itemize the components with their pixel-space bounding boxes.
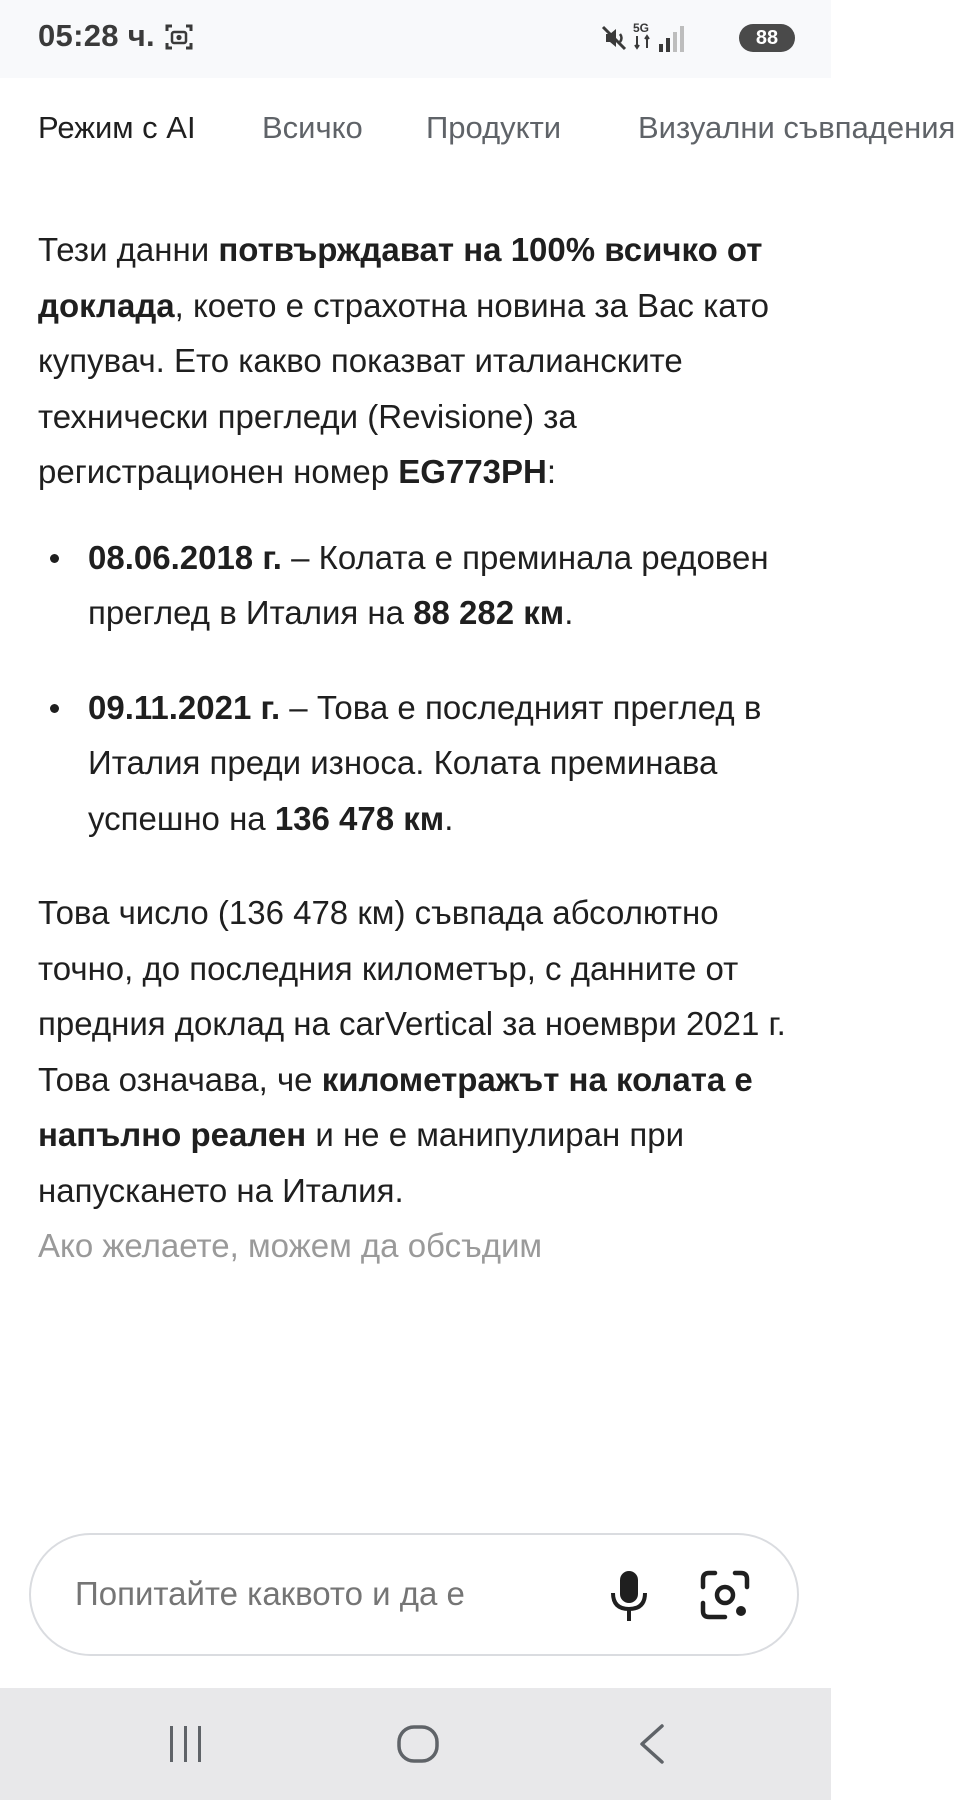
search-input[interactable] (75, 1575, 575, 1613)
home-icon[interactable] (396, 1722, 440, 1771)
system-nav-bar (0, 1688, 831, 1800)
inspection-list (38, 530, 798, 847)
list-item: 09.11.2021 г. – Това е последният преглед в Италия преди износа. Колата преминава успешно на 136 478 км. (38, 680, 798, 847)
battery-indicator: 88 (739, 24, 795, 52)
mic-icon[interactable] (606, 1567, 652, 1630)
search-area (0, 1515, 831, 1688)
google-lens-icon[interactable] (699, 1569, 751, 1626)
signal-icon (633, 20, 703, 61)
answer-paragraph-3: Ако желаете, можем да обсъдим (38, 1227, 543, 1264)
recents-icon[interactable] (168, 1724, 204, 1769)
tab-all[interactable]: Всичко (262, 110, 363, 145)
network-label: 5G (633, 21, 650, 35)
tab-products[interactable]: Продукти (426, 110, 562, 145)
search-tabs (0, 78, 955, 180)
back-icon[interactable] (632, 1722, 672, 1771)
ai-answer (38, 222, 798, 1274)
answer-paragraph-2: Това число (136 478 км) съвпада абсолютно точно, до последния километър, с данните от предния доклад на carVertical за ноември 2021 г. Това означава, че километражът на колата е напълно реален и не е манипулиран при напускането на Италия. (38, 894, 786, 1209)
status-time: 05:28 ч. (38, 18, 155, 53)
screenshot-icon (164, 22, 194, 57)
status-bar (0, 0, 831, 78)
tab-ai-mode[interactable]: Режим с AI (38, 110, 196, 145)
list-item: 08.06.2018 г. – Колата е преминала редовен преглед в Италия на 88 282 км. (38, 530, 798, 641)
tab-visual-matches[interactable]: Визуални съвпадения (638, 110, 955, 145)
answer-paragraph-1: Тези данни потвърждават на 100% всичко от доклада, което е страхотна новина за Вас като купувач. Ето какво показват италианските технически прегледи (Revisione) за регистрационен номер EG773PH: (38, 231, 769, 490)
mute-icon (599, 23, 629, 58)
search-box[interactable] (29, 1533, 799, 1656)
